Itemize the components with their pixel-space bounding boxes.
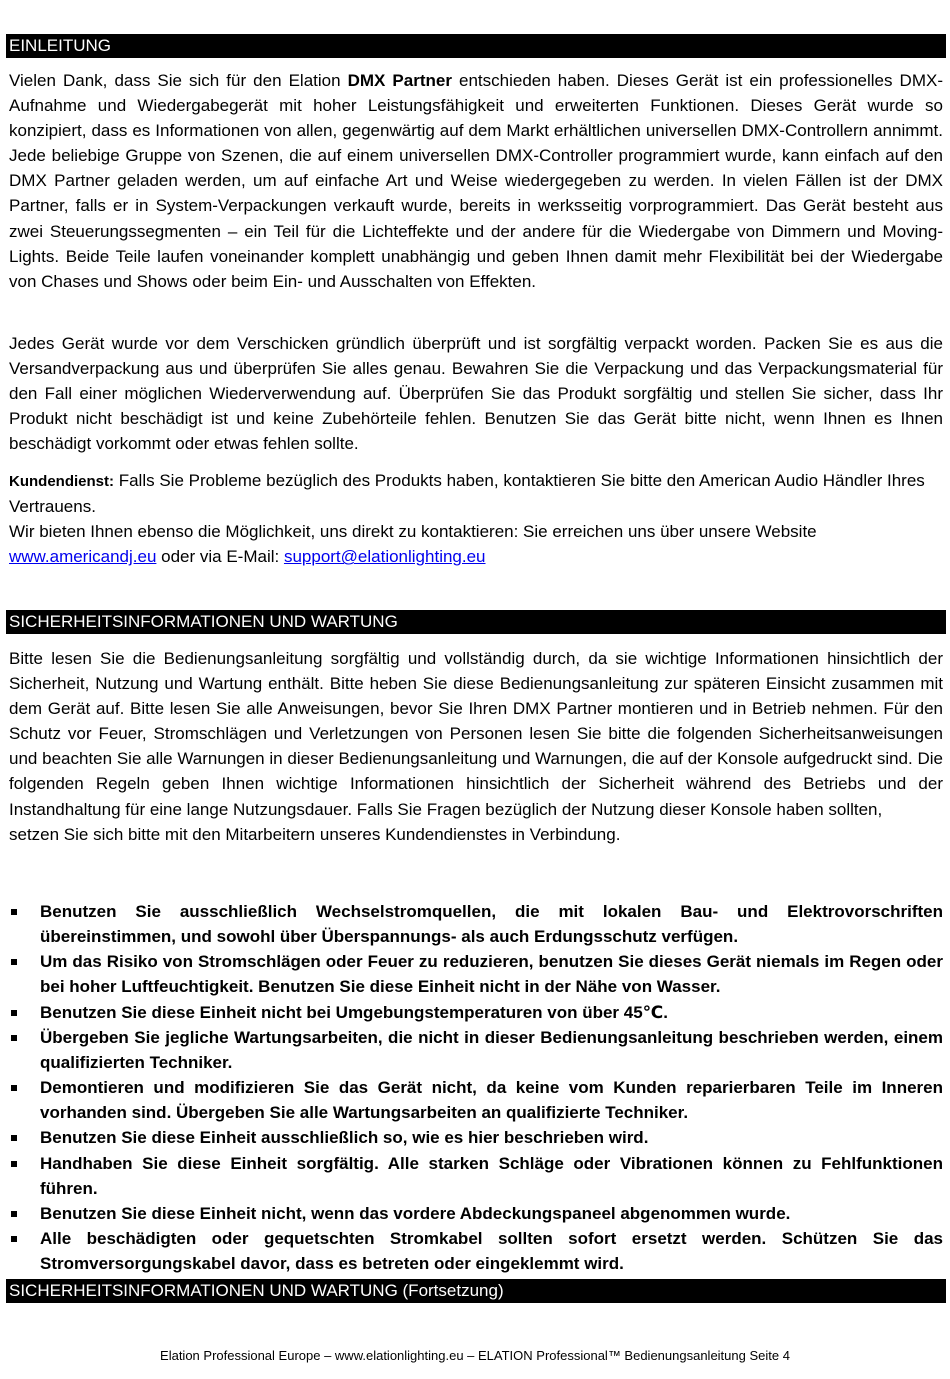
intro-text-start: Vielen Dank, dass Sie sich für den Elation bbox=[9, 71, 348, 90]
bullet-square-icon bbox=[11, 1211, 17, 1217]
bullet-text: Um das Risiko von Stromschlägen oder Feuer zu reduzieren, benutzen Sie dieses Gerät niemals im Regen oder bei hoher Luftfeuchtigkeit. Benutzen Sie diese Einheit nicht in der Nähe von Wasser. bbox=[40, 952, 943, 997]
intro-paragraph-1 bbox=[9, 68, 943, 294]
bullet-text: Handhaben Sie diese Einheit sorgfältig. Alle starken Schläge oder Vibrationen können zu Fehlfunktionen führen. bbox=[40, 1153, 943, 1198]
list-item bbox=[9, 1025, 943, 1075]
list-item bbox=[9, 899, 943, 949]
customer-service-text: Falls Sie Probleme bezüglich des Produkts haben, kontaktieren Sie bitte den American Audio Händler Ihres Vertrauens. bbox=[9, 471, 925, 517]
customer-service-label: Kundendienst: bbox=[9, 473, 114, 490]
bullet-square-icon bbox=[11, 1135, 17, 1141]
bullet-text: Demontieren und modifizieren Sie das Gerät nicht, da keine vom Kunden reparierbaren Teile im Inneren vorhanden sind. Übergeben Sie alle Wartungsarbeiten an qualifizierte Techniker. bbox=[40, 1078, 943, 1123]
bullet-square-icon bbox=[11, 1161, 17, 1167]
intro-text-rest: entschieden haben. Dieses Gerät ist ein professionelles DMX-Aufnahme und Wiedergabegerät mit hoher Leistungsfähigkeit und erweiterten Funktionen. Dieses Gerät wurde so konzipiert, dass es Informationen von allen, gegenwärtig auf dem Markt erhältlichen universellen DMX-Controllern annimmt. Jede beliebige Gruppe von Szenen, die auf einem universellen DMX-Controller programmiert wurde, kann einfach auf den DMX Partner geladen werden, um auf einfache Art und Weise wiedergegeben zu werden. In vielen Fällen ist der DMX Partner, falls er in System-Verpackungen verkauft wurde, bereits in werksseitig vorprogrammiert. Das Gerät besteht aus zwei Steuerungssegmenten – ein Teil für die Lichteffekte und der andere für die Wiedergabe von Dimmern und Moving-Lights. Beide Teile laufen voneinander komplett unabhängig und geben Ihnen damit mehr Flexibilität bei der Wiedergabe von Chases und Shows oder beim Ein- und Ausschalten von Effekten. bbox=[9, 71, 943, 291]
list-item bbox=[9, 1226, 943, 1276]
list-item bbox=[9, 1075, 943, 1125]
list-item bbox=[9, 949, 943, 999]
safety-text-last-line: setzen Sie sich bitte mit den Mitarbeitern unseres Kundendienstes in Verbindung. bbox=[9, 824, 621, 844]
support-email-link[interactable]: support@elationlighting.eu bbox=[283, 547, 486, 567]
section-heading-einleitung: EINLEITUNG bbox=[6, 34, 946, 58]
website-link[interactable]: www.americandj.eu bbox=[9, 547, 157, 567]
customer-service-paragraph bbox=[9, 468, 943, 569]
list-item bbox=[9, 1201, 943, 1226]
section-heading-safety: SICHERHEITSINFORMATIONEN UND WARTUNG bbox=[6, 610, 946, 634]
list-item bbox=[9, 1000, 943, 1025]
bullet-square-icon bbox=[11, 1035, 17, 1041]
bullet-text: Benutzen Sie ausschließlich Wechselstromquellen, die mit lokalen Bau- und Elektrovorschriften übereinstimmen, und sowohl über Überspannungs- als auch Erdungsschutz verfügen. bbox=[40, 902, 943, 947]
email-prefix: oder via E-Mail: bbox=[156, 547, 284, 567]
list-item bbox=[9, 1151, 943, 1201]
section-heading-safety-continued: SICHERHEITSINFORMATIONEN UND WARTUNG (Fortsetzung) bbox=[6, 1279, 946, 1303]
contact-text: Wir bieten Ihnen ebenso die Möglichkeit, uns direkt zu kontaktieren: Sie erreichen uns über unsere Website bbox=[9, 522, 817, 542]
bullet-square-icon bbox=[11, 1010, 17, 1016]
bullet-square-icon bbox=[11, 1085, 17, 1091]
bullet-text: Benutzen Sie diese Einheit nicht bei Umgebungstemperaturen von über 45℃. bbox=[40, 1002, 668, 1022]
bullet-text: Benutzen Sie diese Einheit ausschließlich so, wie es hier beschrieben wird. bbox=[40, 1128, 649, 1148]
safety-paragraph bbox=[9, 646, 943, 847]
bullet-text: Benutzen Sie diese Einheit nicht, wenn das vordere Abdeckungspaneel abgenommen wurde. bbox=[40, 1203, 791, 1223]
product-name: DMX Partner bbox=[347, 71, 452, 90]
bullet-square-icon bbox=[11, 909, 17, 915]
page-footer: Elation Professional Europe – www.elationlighting.eu – ELATION Professional™ Bedienungsanleitung Seite 4 bbox=[160, 1348, 790, 1363]
list-item bbox=[9, 1125, 943, 1150]
safety-bullet-list bbox=[9, 899, 943, 1276]
bullet-square-icon bbox=[11, 959, 17, 965]
bullet-text: Übergeben Sie jegliche Wartungsarbeiten, die nicht in dieser Bedienungsanleitung beschrieben werden, einem qualifizierten Techniker. bbox=[40, 1027, 943, 1072]
intro-paragraph-2: Jedes Gerät wurde vor dem Verschicken gründlich überprüft und ist sorgfältig verpackt worden. Packen Sie es aus die Versandverpackung aus und überprüfen Sie alles genau. Bewahren Sie die Verpackung und das Verpackungsmaterial für den Fall einer möglichen Wiederverwendung auf. Überprüfen Sie das Produkt sorgfältig und stellen Sie sicher, dass Ihr Produkt nicht beschädigt ist und keine Zubehörteile fehlen. Benutzen Sie das Gerät bitte nicht, wenn Ihnen es Ihnen beschädigt vorkommt oder etwas fehlen sollte. bbox=[9, 334, 943, 454]
safety-text: Bitte lesen Sie die Bedienungsanleitung sorgfältig und vollständig durch, da sie wichtige Informationen hinsichtlich der Sicherheit, Nutzung und Wartung enthält. Bitte heben Sie diese Bedienungsanleitung zur späteren Einsicht zusammen mit dem Gerät auf. Bitte lesen Sie alle Anweisungen, bevor Sie Ihren DMX Partner montieren und in Betrieb nehmen. Für den Schutz vor Feuer, Stromschlägen und Verletzungen von Personen lesen Sie bitte die folgenden Sicherheitsanweisungen und beachten Sie alle Warnungen in dieser Bedienungsanleitung und Warnungen, die auf der Konsole aufgedruckt sind. Die folgenden Regeln geben Ihnen wichtige Informationen hinsichtlich der Sicherheit während des Betriebs und der Instandhaltung für eine lange Nutzungsdauer. Falls Sie Fragen bezüglich der Nutzung dieser Konsole haben sollten, bbox=[9, 649, 943, 819]
bullet-square-icon bbox=[11, 1236, 17, 1242]
bullet-text: Alle beschädigten oder gequetschten Stromkabel sollten sofort ersetzt werden. Schützen Sie das Stromversorgungskabel davor, dass es betreten oder eingeklemmt wird. bbox=[40, 1229, 943, 1274]
